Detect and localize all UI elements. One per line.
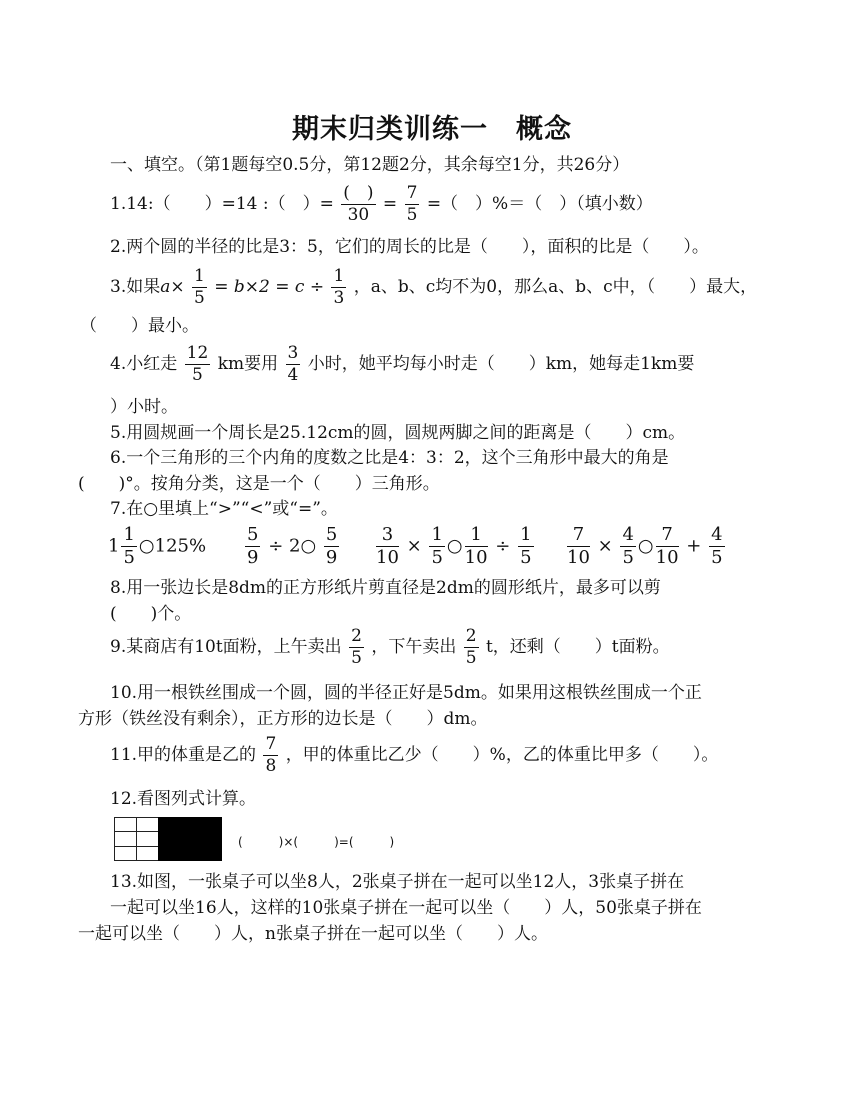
question-7-title: 7.在○里填上“>”“<”或“=”。 — [110, 499, 338, 519]
question-8-line-2: ( )个。 — [110, 604, 192, 624]
question-10-line-1: 10.用一根铁丝围成一个圆，圆的半径正好是5dm。如果用这根铁丝围成一个正 — [110, 683, 702, 703]
question-11: 11.甲的体重是乙的 $\frac{7}{8}$ ，甲的体重比乙少（ ）%，乙的体重比甲多（ ）。 — [110, 734, 719, 776]
question-5: 5.用圆规画一个周长是25.12cm的圆，圆规两脚之间的距离是（ ）cm。 — [110, 423, 686, 443]
question-12-formula: ( )×( )=( ) — [238, 835, 395, 849]
page-title: 期末归类训练一 概念 — [292, 114, 572, 145]
q11-fraction: $\frac{7}{8}$ — [265, 734, 277, 776]
q3-fraction-2: $\frac{1}{3}$ — [333, 266, 345, 308]
question-7-expr-4: $\frac{7}{10}$ × $\frac{4}{5}$ ○ $\frac{7}{10}$ + $\frac{4}{5}$ — [567, 524, 723, 568]
question-10-line-2: 方形（铁丝没有剩余），正方形的边长是（ ）dm。 — [78, 709, 488, 729]
question-3: 3.如果a× $\frac{1}{5}$ = b×2 = c ÷ $\frac{1}{3}$ ，a、b、c均不为0，那么a、b、c中，（ ）最大， — [110, 266, 758, 308]
question-13-line-2: 一起可以坐16人，这样的10张桌子拼在一起可以坐（ ）人，50张桌子拼在 — [110, 898, 702, 918]
q1-text-b: =（ ）%＝（ ）（填小数） — [426, 194, 653, 214]
q4-fraction-2: $\frac{3}{4}$ — [287, 343, 299, 385]
question-8-line-1: 8.用一张边长是8dm的正方形纸片剪直径是2dm的圆形纸片，最多可以剪 — [110, 578, 661, 598]
q3-fraction-1: $\frac{1}{5}$ — [194, 266, 205, 308]
section-heading: 一、填空。（第1题每空0.5分，第12题2分，其余每空1分，共26分） — [110, 155, 630, 175]
q1-fraction-2: $\frac{7}{5}$ — [406, 183, 418, 225]
question-1: 1.14:（ ）=14 :（ ）= $\frac{( )}{30}$ = $\frac{7}{5}$ =（ ）%＝（ ）（填小数） — [110, 183, 653, 225]
question-3-line-2: （ ）最小。 — [80, 316, 199, 336]
question-7-expr-3: $\frac{3}{10}$ × $\frac{1}{5}$ ○ $\frac{1}{10}$ ÷ $\frac{1}{5}$ — [376, 524, 532, 568]
question-6-line-1: 6.一个三角形的三个内角的度数之比是4：3：2，这个三角形中最大的角是 — [110, 448, 669, 468]
question-6-line-2: ( )°。按角分类，这是一个（ ）三角形。 — [78, 474, 440, 494]
q1-fraction-1: $\frac{( )}{30}$ — [343, 183, 374, 225]
q4-fraction-1: $\frac{12}{5}$ — [186, 343, 209, 385]
question-13-line-3: 一起可以坐（ ）人，n张桌子拼在一起可以坐（ ）人。 — [78, 924, 548, 944]
question-7-expr-2: $\frac{5}{9}$ ÷ 2○ $\frac{5}{9}$ — [247, 524, 338, 568]
q1-text-a: 1.14:（ ）=14 :（ ）= — [110, 194, 334, 214]
fraction-grid-figure — [114, 817, 222, 861]
question-12-title: 12.看图列式计算。 — [110, 789, 257, 809]
q9-fraction-1: $\frac{2}{5}$ — [351, 626, 362, 668]
q9-fraction-2: $\frac{2}{5}$ — [465, 626, 477, 668]
question-13-line-1: 13.如图，一张桌子可以坐8人，2张桌子拼在一起可以坐12人，3张桌子拼在 — [110, 872, 685, 892]
question-9: 9.某商店有10t面粉，上午卖出 $\frac{2}{5}$ ，下午卖出 $\frac{2}{5}$ t，还剩（ ）t面粉。 — [110, 626, 670, 668]
question-7-expr-1: 1 $\frac{1}{5}$ ○125% — [108, 524, 207, 568]
question-2: 2.两个圆的半径的比是3：5，它们的周长的比是（ ），面积的比是（ ）。 — [110, 237, 709, 257]
question-4: 4.小红走 $\frac{12}{5}$ km要用 $\frac{3}{4}$ 小时，她平均每小时走（ ）km，她每走1km要 — [110, 343, 695, 385]
question-4-line-2: ）小时。 — [110, 397, 178, 417]
